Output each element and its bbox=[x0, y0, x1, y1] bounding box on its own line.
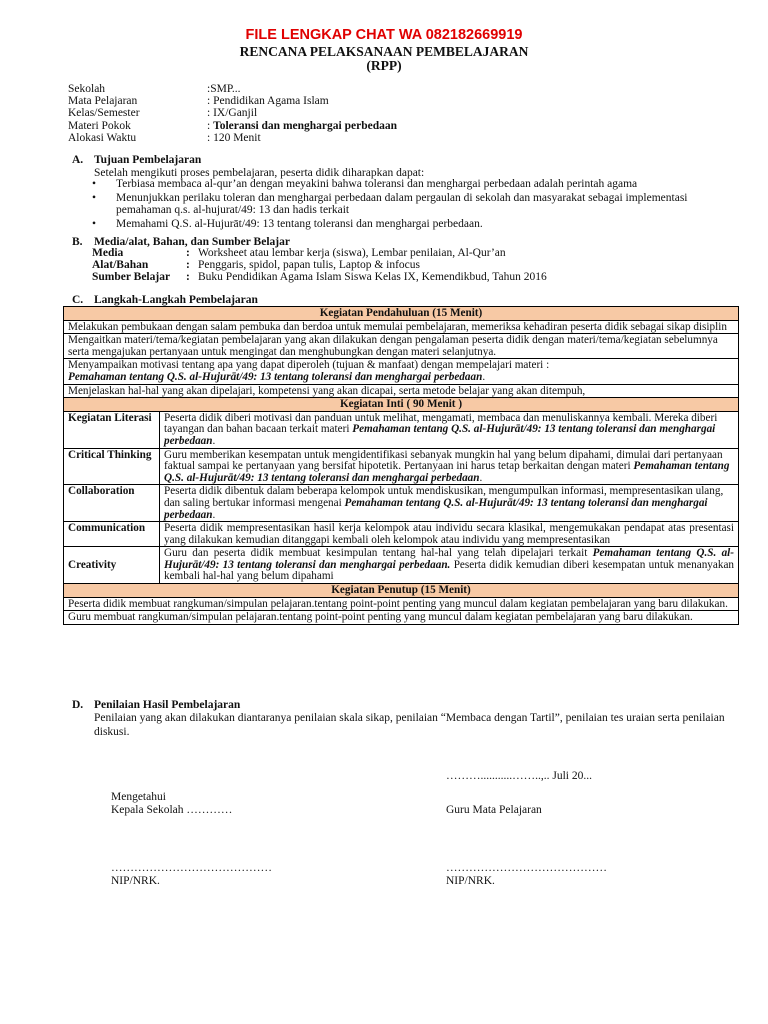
table-row bbox=[64, 320, 739, 334]
principal-signature-line: …………………………………… bbox=[111, 862, 272, 874]
media-colon: : bbox=[186, 258, 190, 271]
activity-topic: Pemahaman tentang Q.S. al-Hujurāt/49: 13 tentang toleransi dan menghargai perbedaan. bbox=[164, 547, 734, 571]
motivation-text: Menyampaikan motivasi tentang apa yang dapat diperoleh (tujuan & manfaat) dengan mempelajari materi : bbox=[68, 359, 550, 372]
motivation-period: . bbox=[482, 370, 486, 383]
section-d-heading bbox=[72, 699, 240, 711]
identity-value-bold: Toleransi dan menghargai perbedaan bbox=[213, 119, 397, 132]
section-letter: B. bbox=[72, 236, 83, 248]
identity-row-kelas bbox=[68, 107, 397, 119]
section-d-text: Penilaian yang akan dilakukan diantaranya penilaian skala sikap, penilaian “Membaca dengan Tartil”, penilaian tes uraian serta penilaian diskusi. bbox=[94, 712, 725, 738]
identity-row-alokasi bbox=[68, 132, 397, 144]
media-value: Buku Pendidikan Agama Islam Siswa Kelas IX, Kemendikbud, Tahun 2016 bbox=[198, 270, 547, 283]
identity-value: : 120 Menit bbox=[207, 131, 261, 144]
signature-date: ………...........……..,.. Juli 20... bbox=[446, 770, 592, 782]
activity-body: Peserta didik dibentuk dalam beberapa kelompok untuk mendiskusikan, mengumpulkan informasi, mempresentasikan ulang, dan saling bertukar informasi mengenai bbox=[164, 485, 724, 509]
table-row bbox=[64, 522, 739, 547]
teacher-nip: NIP/NRK. bbox=[446, 875, 495, 887]
activity-label: Communication bbox=[64, 522, 160, 547]
identity-row-materi bbox=[68, 120, 397, 132]
media-value: Penggaris, spidol, papan tulis, Laptop & infocus bbox=[198, 258, 420, 271]
document-title: RENCANA PELAKSANAAN PEMBELAJARAN bbox=[239, 44, 529, 59]
activity-text bbox=[160, 485, 739, 522]
activity-topic: Pemahaman tentang Q.S. al-Hujurāt/49: 13 tentang toleransi dan menghargai perbedaan bbox=[164, 460, 730, 484]
acknowledge-label: Mengetahui bbox=[111, 791, 166, 803]
activity-label: Collaboration bbox=[64, 485, 160, 522]
list-item: • Menunjukkan perilaku toleran dan menghargai perbedaan dalam pergaulan di sekolah dan masyarakat sebagai implementasi pemahaman q.s. al-hujurat/49: 13 dan hadis terkait bbox=[92, 193, 732, 216]
activity-label: Critical Thinking bbox=[64, 448, 160, 485]
activity-body: Peserta didik diberi motivasi dan panduan untuk melihat, mengamati, membaca dan menuliskannya kembali. Mereka diberi tayangan dan bahan bacaan terkait materi bbox=[164, 411, 718, 436]
table-row bbox=[64, 359, 739, 384]
table-row bbox=[64, 307, 739, 321]
list-item: • Memahami Q.S. al-Hujurāt/49: 13 tentang toleransi dan menghargai perbedaan. bbox=[92, 219, 732, 230]
table-cell bbox=[64, 359, 739, 384]
teacher-signature-line: …………………………………… bbox=[446, 862, 607, 874]
inti-header: Kegiatan Inti ( 90 Menit ) bbox=[64, 398, 739, 412]
learning-steps-table bbox=[63, 306, 739, 625]
table-row bbox=[64, 547, 739, 584]
activity-topic: Pemahaman tentang Q.S. al-Hujurāt/49: 13 tentang toleransi dan menghargai perbedaan bbox=[164, 423, 716, 447]
activity-text bbox=[160, 448, 739, 485]
identity-label: Mata Pelajaran bbox=[68, 95, 138, 108]
section-title: Media/alat, Bahan, dan Sumber Belajar bbox=[94, 236, 290, 248]
identity-value: : IX/Ganjil bbox=[207, 107, 258, 120]
media-key: Sumber Belajar bbox=[92, 270, 171, 283]
activity-text bbox=[160, 411, 739, 448]
section-a-heading bbox=[72, 154, 201, 166]
table-row bbox=[64, 411, 739, 448]
media-colon: : bbox=[186, 270, 190, 283]
media-row bbox=[92, 260, 547, 272]
objectives-list bbox=[92, 179, 732, 234]
table-cell: Melakukan pembukaan dengan salam pembuka dan berdoa untuk memulai pembelajaran, memeriksa kehadiran peserta didik sebagai sikap disiplin bbox=[64, 320, 739, 334]
teacher-label: Guru Mata Pelajaran bbox=[446, 804, 542, 816]
activity-label: Kegiatan Literasi bbox=[64, 411, 160, 448]
activity-label: Creativity bbox=[64, 547, 160, 584]
activity-text bbox=[160, 547, 739, 584]
section-title: Penilaian Hasil Pembelajaran bbox=[94, 699, 241, 711]
activity-body: Guru dan peserta didik membuat kesimpulan tentang hal-hal yang telah dipelajari terkait bbox=[164, 547, 593, 560]
table-cell: Peserta didik membuat rangkuman/simpulan pelajaran.tentang point-point penting yang muncul dalam kegiatan pembelajaran yang baru dilakukan. bbox=[64, 597, 739, 611]
identity-value: : Pendidikan Agama Islam bbox=[207, 95, 329, 108]
table-cell: Menjelaskan hal-hal yang akan dipelajari, kompetensi yang akan dicapai, serta metode belajar yang akan ditempuh, bbox=[64, 384, 739, 398]
motivation-topic: Pemahaman tentang Q.S. al-Hujurāt/49: 13 tentang toleransi dan menghargai perbedaan bbox=[68, 370, 483, 383]
section-letter: C. bbox=[72, 294, 84, 306]
media-list bbox=[92, 248, 547, 283]
document-subtitle: (RPP) bbox=[366, 58, 402, 73]
section-letter: A. bbox=[72, 154, 84, 166]
section-letter: D. bbox=[72, 699, 84, 711]
activity-end: . bbox=[212, 508, 216, 521]
media-value: Worksheet atau lembar kerja (siswa), Lembar penilaian, Al-Qur’an bbox=[198, 247, 506, 259]
identity-row-sekolah bbox=[68, 83, 397, 95]
activity-end: Peserta didik kemudian diberi kesempatan untuk menanyakan kembali hal-hal yang belum dipahami bbox=[164, 558, 735, 583]
identity-label: Alokasi Waktu bbox=[68, 131, 137, 144]
promo-banner: FILE LENGKAP CHAT WA 082182669919 bbox=[245, 27, 523, 43]
table-row bbox=[64, 398, 739, 412]
table-row bbox=[64, 611, 739, 625]
activity-text: Peserta didik mempresentasikan hasil kerja kelompok atau individu secara klasikal, mengemukakan pendapat atas presentasi yang dilakukan kemudian ditanggapi kembali oleh kelompok atau individu yang mempresentasikan bbox=[160, 522, 739, 547]
media-colon: : bbox=[186, 247, 190, 259]
table-row bbox=[64, 384, 739, 398]
activity-end: . bbox=[479, 471, 483, 484]
identity-label: Sekolah bbox=[68, 83, 106, 95]
table-row bbox=[64, 485, 739, 522]
activity-topic: Pemahaman tentang Q.S. al-Hujurāt/49: 13 tentang toleransi dan menghargai perbedaan bbox=[164, 496, 708, 521]
identity-label: Kelas/Semester bbox=[68, 107, 140, 120]
principal-nip: NIP/NRK. bbox=[111, 875, 160, 887]
section-c-heading bbox=[72, 294, 258, 306]
identity-value: : bbox=[207, 119, 214, 132]
table-row bbox=[64, 448, 739, 485]
list-item: • Terbiasa membaca al-qur’an dengan meyakini bahwa toleransi dan menghargai perbedaan adalah perintah agama bbox=[92, 179, 732, 190]
table-cell: Guru membuat rangkuman/simpulan pelajaran.tentang point-point penting yang muncul dalam kegiatan pembelajaran yang baru dilakukan. bbox=[64, 611, 739, 625]
activity-end: . bbox=[212, 434, 216, 447]
section-title: Langkah-Langkah Pembelajaran bbox=[94, 294, 258, 306]
table-row bbox=[64, 597, 739, 611]
identity-row-mapel bbox=[68, 95, 397, 107]
media-key: Media bbox=[92, 247, 124, 259]
pendahuluan-header: Kegiatan Pendahuluan (15 Menit) bbox=[64, 307, 739, 321]
identity-block bbox=[68, 83, 397, 144]
section-a-intro: Setelah mengikuti proses pembelajaran, peserta didik diharapkan dapat: bbox=[94, 167, 425, 179]
identity-label: Materi Pokok bbox=[68, 119, 131, 132]
identity-value: :SMP... bbox=[207, 83, 241, 95]
table-row bbox=[64, 584, 739, 598]
activity-body: Guru memberikan kesempatan untuk mengidentifikasi sebanyak mungkin hal yang belum dipahami, dimulai dari pertanyaan faktual sampai ke pertanyaan yang bersifat hipotetik. Pertanyaan ini harus tetap berkaitan dengan materi bbox=[164, 448, 723, 473]
table-cell: Mengaitkan materi/tema/kegiatan pembelajaran yang akan dilakukan dengan pengalaman peserta didik dengan materi/tema/kegiatan sebelumnya serta mengajukan pertanyaan untuk mengingat dan menghubungkan dengan materi selanjutnya. bbox=[64, 334, 739, 359]
principal-label: Kepala Sekolah ………… bbox=[111, 804, 233, 816]
penutup-header: Kegiatan Penutup (15 Menit) bbox=[64, 584, 739, 598]
table-row bbox=[64, 334, 739, 359]
media-key: Alat/Bahan bbox=[92, 258, 149, 271]
media-row bbox=[92, 272, 547, 284]
section-title: Tujuan Pembelajaran bbox=[94, 154, 202, 166]
